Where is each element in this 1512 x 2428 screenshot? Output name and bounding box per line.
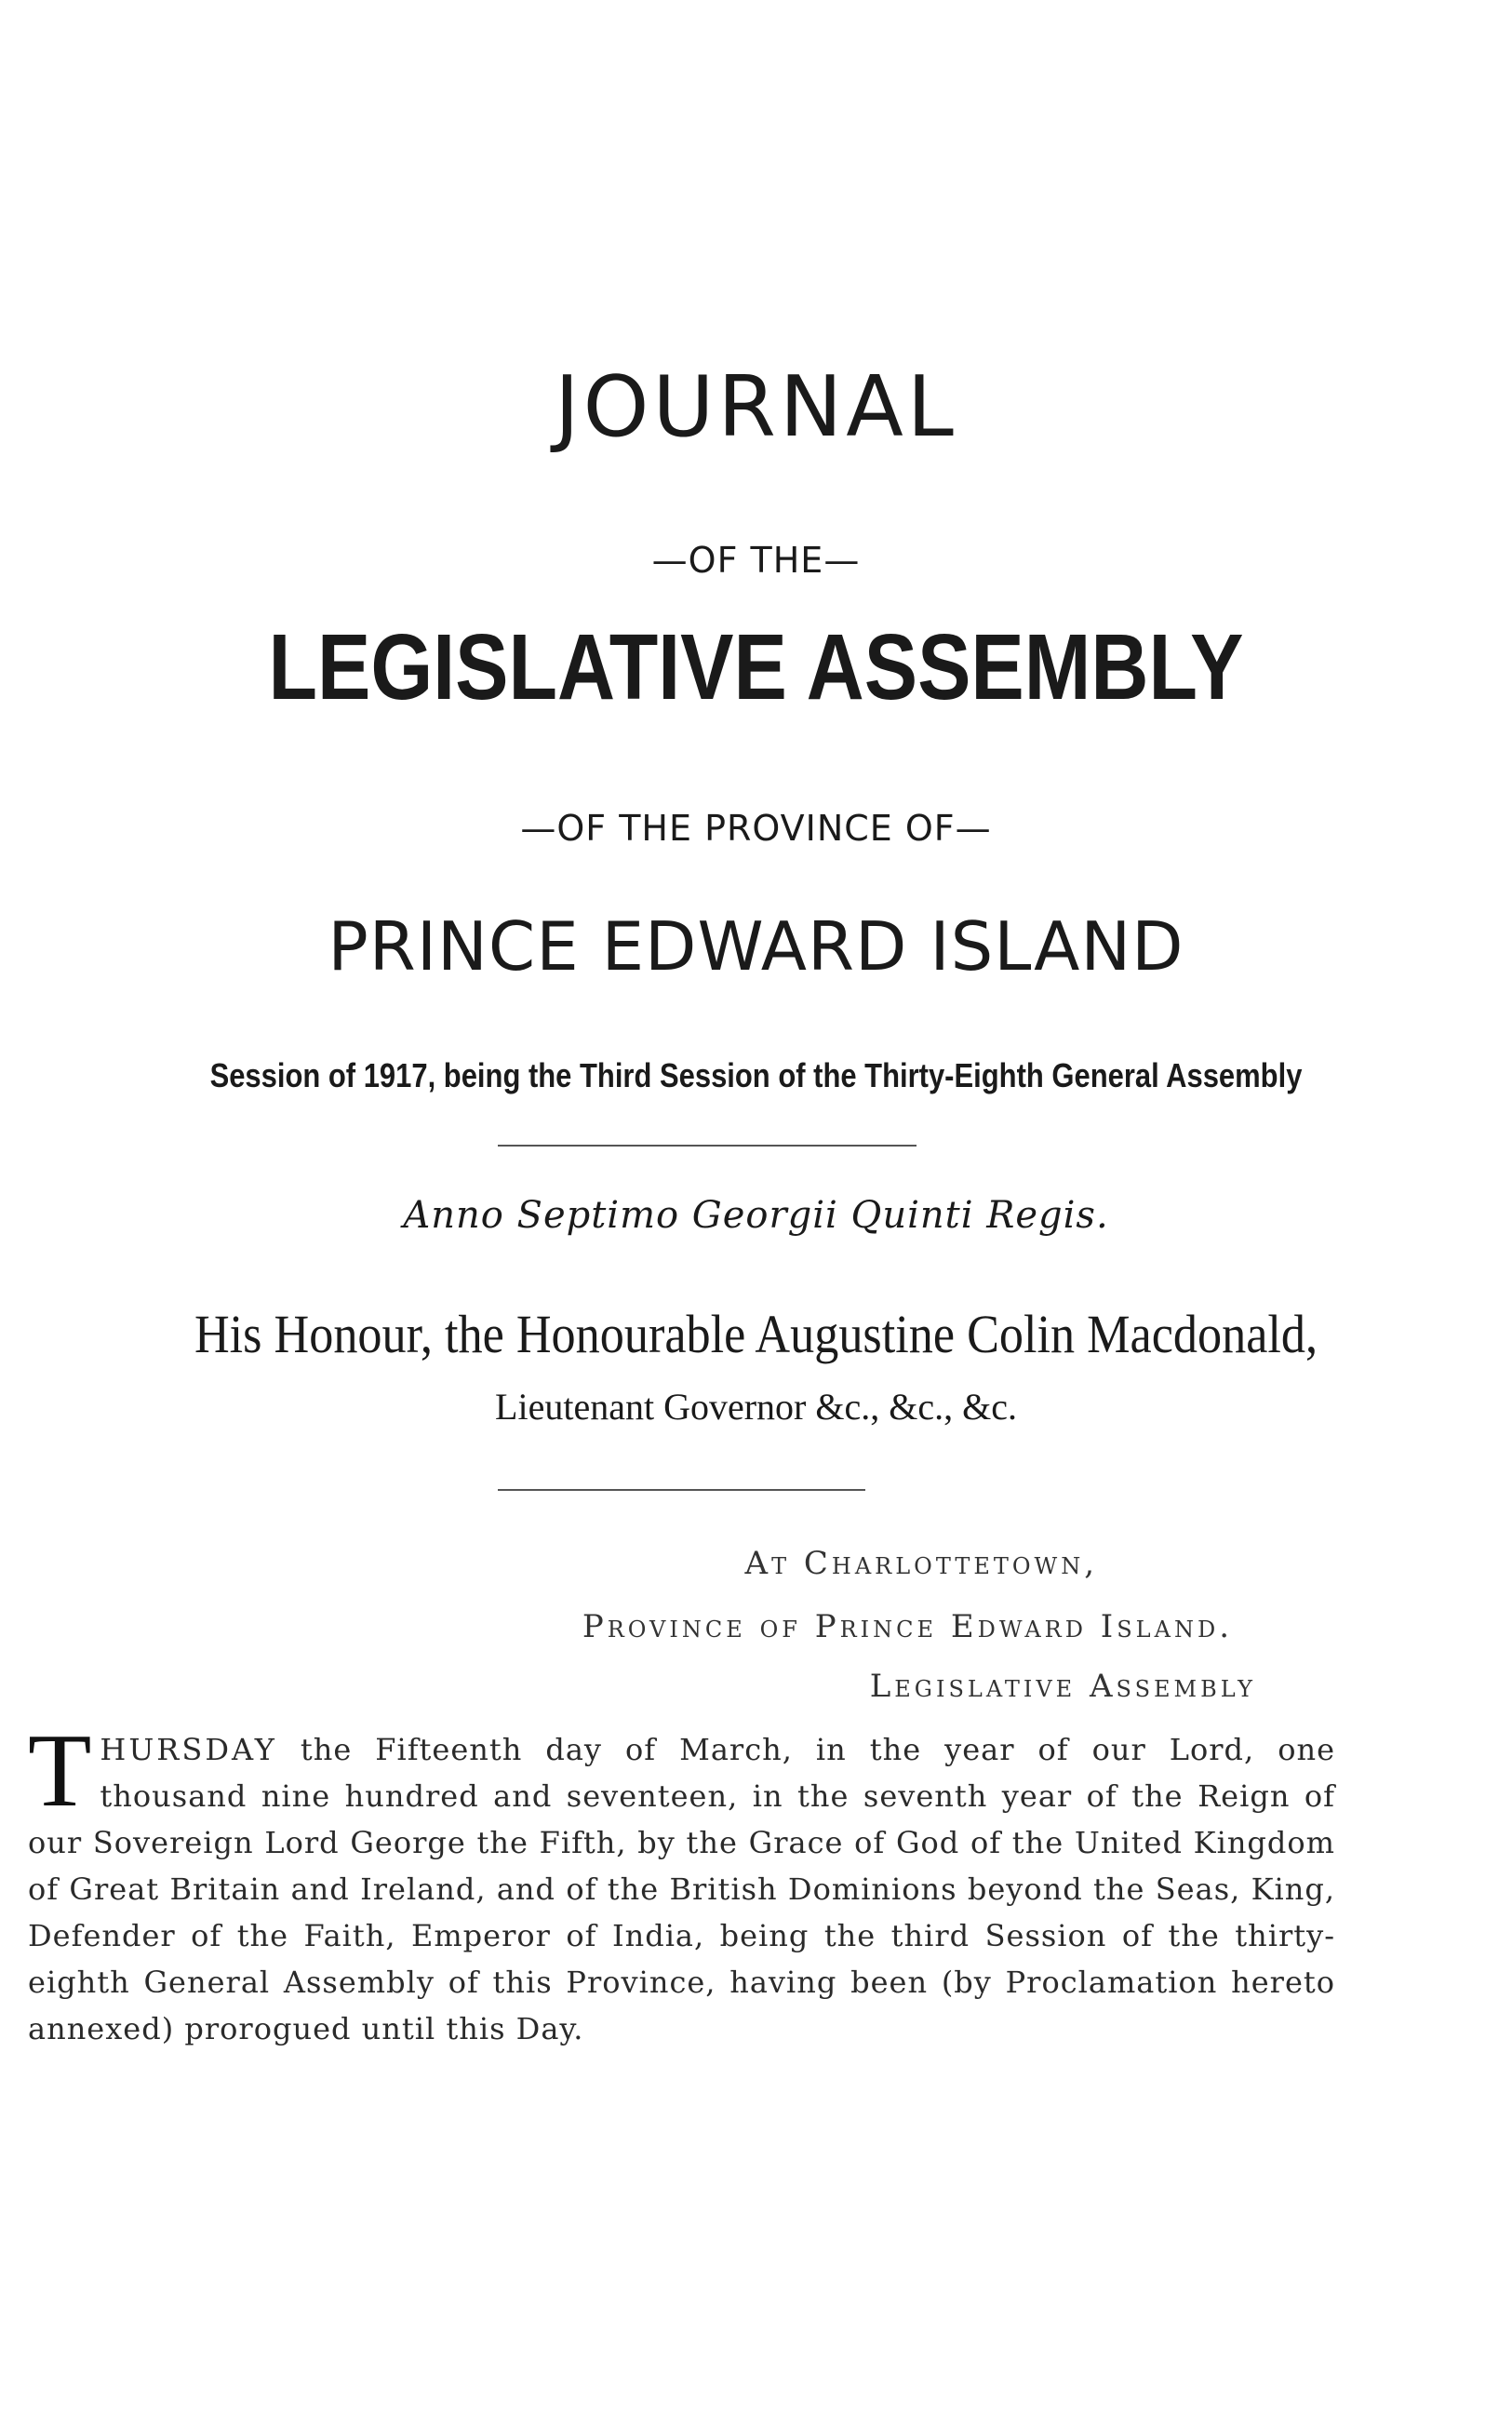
assembly-title: LEGISLATIVE ASSEMBLY — [268, 615, 1244, 719]
province-title: PRINCE EDWARD ISLAND — [328, 907, 1184, 986]
divider-rule — [498, 1489, 865, 1491]
body-paragraph — [28, 1713, 1335, 2052]
lead-word: HURSDAY — [100, 1732, 277, 1767]
regnal-year: Anno Septimo Georgii Quinti Regis. — [403, 1194, 1109, 1237]
divider-rule — [498, 1145, 917, 1147]
drop-cap: T — [28, 1713, 93, 1829]
place-line-province: Province of Prince Edward Island. — [582, 1608, 1233, 1645]
of-the-subtitle: —OF THE— — [651, 540, 861, 581]
paragraph-text: the Fifteenth day of March, in the year of our Lord, one thousand nine hundred and seventeen, in the seventh year of the Reign of our Sovereign Lord George the Fifth, by the Grace of God of the United Kingdom of Great Britain and Ireland, and of the British Dominions beyond the Seas, King, Defender of the Faith, Emperor of India, being the third Session of the thirty-eighth General Assembly of this Province, having been (by Proclamation hereto annexed) prorogued until this Day. — [28, 1732, 1335, 2046]
governor-title: Lieutenant Governor &c., &c., &c. — [495, 1386, 1017, 1428]
journal-title: JOURNAL — [555, 358, 957, 456]
session-line: Session of 1917, being the Third Session of the Thirty-Eighth General Assembly — [209, 1056, 1303, 1094]
of-province-subtitle: —OF THE PROVINCE OF— — [520, 808, 992, 849]
place-line-city: At Charlottetown, — [744, 1545, 1098, 1582]
place-line-assembly: Legislative Assembly — [869, 1668, 1256, 1705]
governor-name: His Honour, the Honourable Augustine Colin Macdonald, — [194, 1304, 1318, 1364]
